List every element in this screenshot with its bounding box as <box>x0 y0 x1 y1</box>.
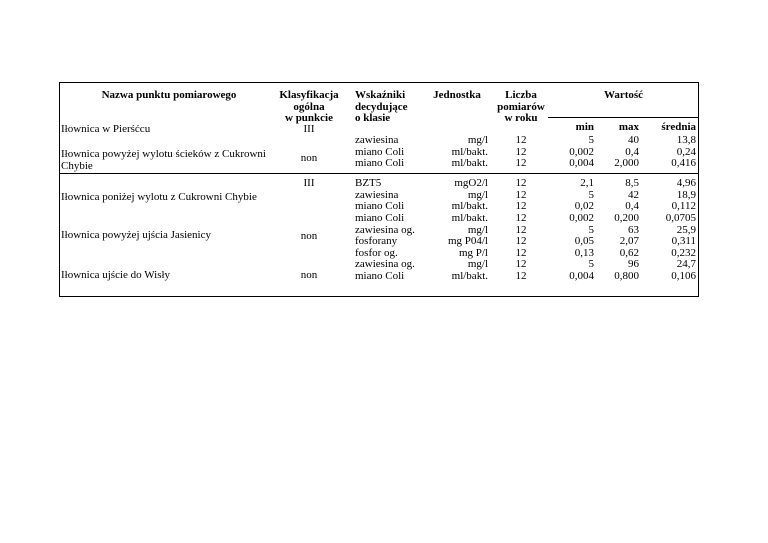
average-list: 13,8 0,24 <box>676 134 696 158</box>
header-unit: Jednostka <box>433 89 481 101</box>
average-list: 0,0705 25,9 0,311 0,232 <box>665 212 696 259</box>
average-list: 0,416 <box>671 157 696 169</box>
max-list: 96 0,800 <box>614 258 639 282</box>
unit-list: mg/l ml/bakt. <box>451 258 488 282</box>
point-name: Iłownica powyżej wylotu ścieków z Cukrowni Chybie <box>61 148 266 172</box>
classification-value: non <box>300 152 318 164</box>
point-name: Iłownica w Pierśćcu <box>61 123 151 135</box>
count-list: 12 12 <box>515 258 527 282</box>
header-classification: Klasyfikacja ogólna w punkcie <box>279 89 339 124</box>
unit-list: ml/bakt. <box>451 157 488 169</box>
table-border-right <box>698 82 699 297</box>
average-list: 24,7 0,106 <box>671 258 696 282</box>
indicator-list: miano Coli zawiesina og. fosforany fosfor og. <box>355 212 415 259</box>
unit-list: mg/l ml/bakt. <box>451 134 488 158</box>
classification-value: III <box>303 123 315 135</box>
point-name: Iłownica powyżej ujścia Jasienicy <box>61 229 211 241</box>
count-list: 12 12 12 12 <box>515 212 527 259</box>
table-border-bottom <box>59 296 699 297</box>
count-list: 12 <box>515 157 527 169</box>
header-measurement-count: Liczba pomiarów w roku <box>497 89 545 124</box>
indicator-list: zawiesina miano Coli <box>355 134 405 158</box>
min-list: 0,002 5 0,05 0,13 <box>569 212 594 259</box>
max-list: 0,200 63 2,07 0,62 <box>614 212 639 259</box>
header-min: min <box>575 121 594 133</box>
classification-value: non <box>300 269 318 281</box>
average-list: 4,96 18,9 0,112 <box>671 177 696 212</box>
water-quality-table <box>59 82 699 297</box>
header-point-name: Nazwa punktu pomiarowego <box>101 89 237 101</box>
header-value: Wartość <box>603 89 644 101</box>
indicator-list: miano Coli <box>355 157 405 169</box>
indicator-list: BZT5 zawiesina miano Coli <box>355 177 405 212</box>
value-subheader-line <box>548 117 699 118</box>
min-list: 5 0,004 <box>569 258 594 282</box>
unit-list: mgO2/l mg/l ml/bakt. <box>451 177 488 212</box>
table-border-left <box>59 82 60 297</box>
unit-list: ml/bakt. mg/l mg P04/l mg P/l <box>447 212 488 259</box>
indicator-list: zawiesina og. miano Coli <box>355 258 415 282</box>
header-average: średnia <box>661 121 696 133</box>
max-list: 2,000 <box>614 157 639 169</box>
count-list: 12 12 <box>515 134 527 158</box>
classification-value: non <box>300 230 318 242</box>
classification-value: III <box>303 177 315 189</box>
table-border-top <box>59 82 699 83</box>
header-max: max <box>618 121 639 133</box>
min-list: 5 0,002 <box>569 134 594 158</box>
count-list: 12 12 12 <box>515 177 527 212</box>
point-name: Iłownica poniżej wylotu z Cukrowni Chybie <box>61 191 257 203</box>
header-indicators: Wskaźniki decydujące o klasie <box>355 89 408 124</box>
point-name: Iłownica ujście do Wisły <box>61 269 171 281</box>
max-list: 8,5 42 0,4 <box>625 177 639 212</box>
min-list: 0,004 <box>569 157 594 169</box>
max-list: 40 0,4 <box>625 134 639 158</box>
row-separator <box>59 173 699 174</box>
min-list: 2,1 5 0,02 <box>574 177 594 212</box>
